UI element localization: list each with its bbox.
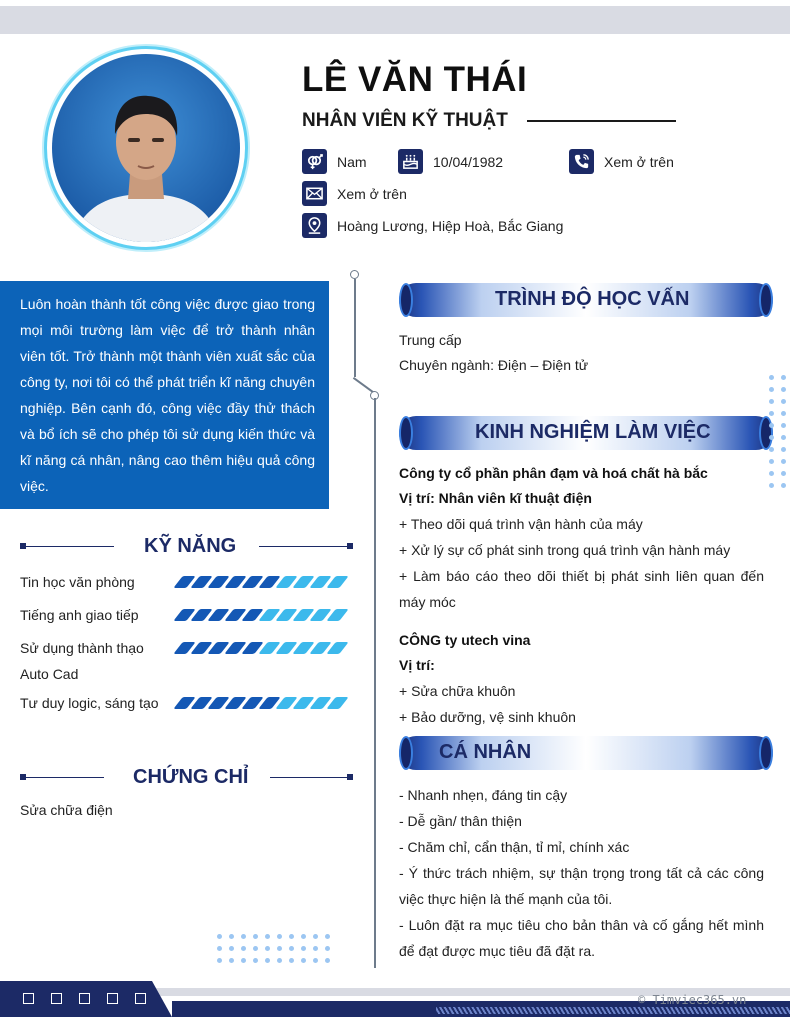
decorative-dot (241, 946, 246, 951)
job-title: NHÂN VIÊN KỸ THUẬT (302, 110, 508, 131)
decorative-dot (277, 946, 282, 951)
job-task: + Sửa chữa khuôn (399, 683, 516, 699)
footer-square (107, 993, 118, 1004)
decorative-dot (781, 399, 786, 404)
job-company: CÔNG ty utech vina (399, 632, 531, 648)
decorative-dot (313, 934, 318, 939)
birthday-value: 10/04/1982 (433, 154, 504, 170)
decorative-dot (301, 946, 306, 951)
decorative-dot (325, 934, 330, 939)
personal-title: CÁ NHÂN (439, 741, 532, 763)
timeline-dot-top (350, 270, 359, 279)
certificates-title: CHỨNG CHỈ (133, 766, 249, 788)
skill-name: Sử dụng thành thạo Auto Cad (20, 640, 144, 682)
decorative-dot (781, 471, 786, 476)
email-value: Xem ở trên (337, 186, 407, 202)
decorative-dot (769, 447, 774, 452)
decorative-dot (781, 483, 786, 488)
decorative-dot (313, 946, 318, 951)
decorative-dot (769, 399, 774, 404)
decorative-dot (277, 958, 282, 963)
decorative-dot (229, 934, 234, 939)
decorative-dot (301, 934, 306, 939)
career-objective: Luôn hoàn thành tốt công việc được giao trong mọi môi trường làm việc để trở thành nhân viên tốt. Trở thành một thành viên xuất sắc của công ty, nơi tôi có thể phát triển kĩ năng chuyên nghiệp. Bên cạnh đó, công việc đầy thử thách và bổ ích sẽ cho phép tôi sử dụng kiến thức và kĩ năng cá nhân, nâng cao thêm hiệu quả công việc. (0, 281, 329, 509)
skill-level-bar (178, 697, 344, 709)
education-banner (399, 283, 773, 317)
decorative-dot (325, 958, 330, 963)
job-position: Vị trí: (399, 657, 435, 673)
decorative-dot (769, 483, 774, 488)
job-title-divider (527, 120, 676, 122)
decorative-dot (769, 387, 774, 392)
personal-trait: - Ý thức trách nhiệm, sự thận trọng trong tất cả các công việc thực hiện là thế mạnh của tôi. (399, 865, 764, 907)
skills-title: KỸ NĂNG (144, 535, 237, 557)
decorative-dot (769, 411, 774, 416)
skills-header-marker-right (347, 543, 353, 549)
decorative-dot (781, 387, 786, 392)
decorative-dot (289, 946, 294, 951)
watermark: © Timviec365.vn (638, 993, 747, 1007)
decorative-dot (277, 934, 282, 939)
gender-icon (302, 149, 327, 174)
personal-banner (399, 736, 773, 770)
job-task: + Làm báo cáo theo dõi thiết bị phát sinh liên quan đến máy móc (399, 568, 764, 610)
decorative-dots-bottom (217, 934, 330, 963)
decorative-dot (217, 946, 222, 951)
gender-value: Nam (337, 154, 367, 170)
decorative-dot (313, 958, 318, 963)
decorative-dot (781, 459, 786, 464)
certificate-item: Sửa chữa điện (20, 802, 113, 818)
job-position: Vị trí: Nhân viên kĩ thuật điện (399, 490, 592, 506)
experience-title: KINH NGHIỆM LÀM VIỆC (475, 421, 711, 443)
location-icon (302, 213, 327, 238)
decorative-dot (217, 958, 222, 963)
timeline-line (354, 279, 356, 377)
decorative-dot (769, 435, 774, 440)
decorative-dots-right (769, 375, 786, 488)
job-task: + Bảo dưỡng, vệ sinh khuôn (399, 709, 576, 725)
education-title: TRÌNH ĐỘ HỌC VẤN (495, 288, 690, 310)
skill-level-bar (178, 576, 344, 588)
avatar-portrait (52, 54, 240, 242)
avatar (52, 54, 240, 242)
decorative-dot (253, 946, 258, 951)
certificates-header-marker-right (347, 774, 353, 780)
decorative-dot (769, 471, 774, 476)
phone-icon (569, 149, 594, 174)
decorative-dot (781, 447, 786, 452)
mail-icon (302, 181, 327, 206)
decorative-dot (781, 435, 786, 440)
footer-stripes (436, 1007, 790, 1014)
certificates-header-line-right (270, 777, 350, 779)
decorative-dot (265, 958, 270, 963)
skills-header-line-right (259, 546, 349, 548)
footer-square (79, 993, 90, 1004)
decorative-dot (781, 411, 786, 416)
footer-square (51, 993, 62, 1004)
decorative-dot (217, 934, 222, 939)
skill-name: Tin học văn phòng (20, 574, 135, 590)
decorative-dot (769, 423, 774, 428)
decorative-dot (781, 423, 786, 428)
timeline-line-lower (374, 398, 376, 968)
education-level: Trung cấp (399, 332, 462, 348)
personal-trait: - Luôn đặt ra mục tiêu cho bản thân và cố gắng hết mình để đạt được mục tiêu đã đặt ra. (399, 917, 764, 959)
skill-level-bar (178, 609, 344, 621)
job-task: + Xử lý sự cố phát sinh trong quá trình vận hành máy (399, 542, 731, 558)
full-name: LÊ VĂN THÁI (302, 60, 528, 99)
personal-trait: - Chăm chỉ, cẩn thận, tỉ mỉ, chính xác (399, 839, 630, 855)
personal-trait: - Dễ gần/ thân thiện (399, 813, 522, 829)
decorative-dot (265, 946, 270, 951)
decorative-dot (229, 958, 234, 963)
certificates-header-line-left (24, 777, 104, 779)
decorative-dot (253, 934, 258, 939)
decorative-dot (769, 459, 774, 464)
skill-name: Tiếng anh giao tiếp (20, 607, 139, 623)
decorative-dot (769, 375, 774, 380)
footer-square (135, 993, 146, 1004)
footer-square (23, 993, 34, 1004)
education-major: Chuyên ngành: Điện – Điện tử (399, 357, 589, 373)
top-band (0, 6, 790, 34)
experience-banner (399, 416, 773, 450)
decorative-dot (289, 934, 294, 939)
decorative-dot (229, 946, 234, 951)
decorative-dot (289, 958, 294, 963)
decorative-dot (241, 958, 246, 963)
decorative-dot (253, 958, 258, 963)
skill-name: Tư duy logic, sáng tạo (20, 695, 159, 711)
cake-icon (398, 149, 423, 174)
address-value: Hoàng Lương, Hiệp Hoà, Bắc Giang (337, 218, 564, 234)
decorative-dot (301, 958, 306, 963)
job-task: + Theo dõi quá trình vận hành của máy (399, 516, 643, 532)
phone-value: Xem ở trên (604, 154, 674, 170)
skill-level-bar (178, 642, 344, 654)
skills-header-line-left (24, 546, 114, 548)
decorative-dot (325, 946, 330, 951)
decorative-dot (781, 375, 786, 380)
job-company: Công ty cổ phần phân đạm và hoá chất hà bắc (399, 465, 708, 481)
personal-trait: - Nhanh nhẹn, đáng tin cậy (399, 787, 568, 803)
decorative-dot (241, 934, 246, 939)
decorative-dot (265, 934, 270, 939)
